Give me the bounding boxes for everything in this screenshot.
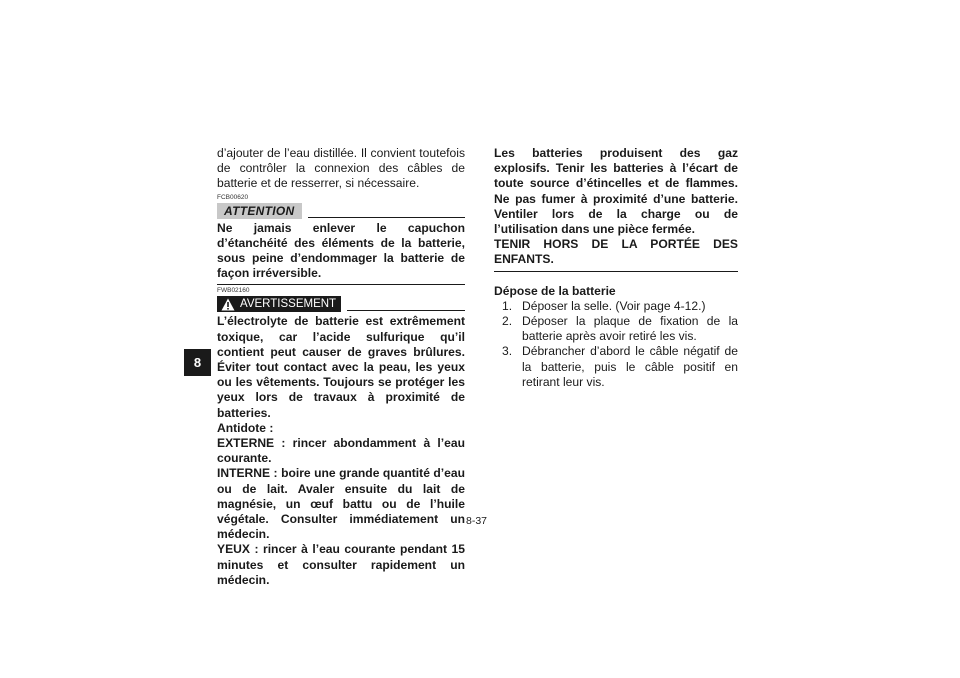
attention-header xyxy=(217,203,465,219)
attention-label: ATTENTION xyxy=(217,203,302,219)
step-text: Déposer la selle. (Voir page 4-12.) xyxy=(522,298,706,313)
attention-code: FCB00620 xyxy=(217,193,249,201)
attention-rule xyxy=(308,217,465,218)
left-column xyxy=(217,146,465,588)
antidote-external: EXTERNE : rincer abondamment à l’eau courante. xyxy=(217,436,465,466)
list-item xyxy=(494,344,738,390)
step-text: Déposer la plaque de fixation de la batterie après avoir retiré les vis. xyxy=(522,314,738,344)
keep-away-text: TENIR HORS DE LA PORTÉE DES ENFANTS. xyxy=(494,237,738,267)
step-number: 2. xyxy=(502,314,513,329)
step-number: 3. xyxy=(502,344,513,359)
warning-triangle-icon xyxy=(221,298,235,311)
warning-label-box xyxy=(217,296,341,312)
chapter-tab: 8 xyxy=(184,349,211,376)
section-title: Dépose de la batterie xyxy=(494,283,616,298)
warning-code: FWB02160 xyxy=(217,287,250,295)
antidote-title: Antidote : xyxy=(217,420,274,435)
list-item xyxy=(494,299,738,314)
attention-text: Ne jamais enlever le capuchon d’étanchéité des éléments de la batterie, sous peine d’endommager la batterie de façon irréversible. xyxy=(217,220,465,281)
antidote-internal: INTERNE : boire une grande quantité d’eau ou de lait. Avaler ensuite du lait de magnésie, un œuf battu ou de l’huile végétale. Consulter immédiatement un médecin. xyxy=(217,466,465,542)
list-item xyxy=(494,314,738,344)
warning-continued: Les batteries produisent des gaz explosifs. Tenir les batteries à l’écart de toute source d’étincelles et de flammes. Ne pas fumer à proximité d’une batterie. Ventiler lors de la charge ou de l’utilisation dans une pièce fermée. xyxy=(494,146,738,237)
attention-end-rule xyxy=(217,284,465,285)
step-text: Débrancher d’abord le câble négatif de la batterie, puis le câble positif en retirant leur vis. xyxy=(522,344,738,389)
steps-list xyxy=(494,299,738,390)
page-number: 8-37 xyxy=(466,515,488,527)
right-column xyxy=(494,146,738,390)
warning-end-rule xyxy=(494,271,738,272)
antidote-eyes: YEUX : rincer à l’eau courante pendant 15 minutes et consulter rapidement un médecin. xyxy=(217,542,465,587)
warning-label: AVERTISSEMENT xyxy=(240,298,337,311)
warning-header xyxy=(217,296,465,312)
warning-rule xyxy=(347,310,465,311)
step-number: 1. xyxy=(502,298,513,313)
warning-text: L’électrolyte de batterie est extrêmement toxique, car l’acide sulfurique qu’il contient peut causer de graves brûlures. Éviter tout contact avec la peau, les yeux ou les vêtements. Toujours se protéger les yeux lors de travaux à proximité de batteries. xyxy=(217,314,465,420)
intro-paragraph: d’ajouter de l’eau distillée. Il convient toutefois de contrôler la connexion des câbles de batterie et de resserrer, si nécessaire. xyxy=(217,146,465,191)
